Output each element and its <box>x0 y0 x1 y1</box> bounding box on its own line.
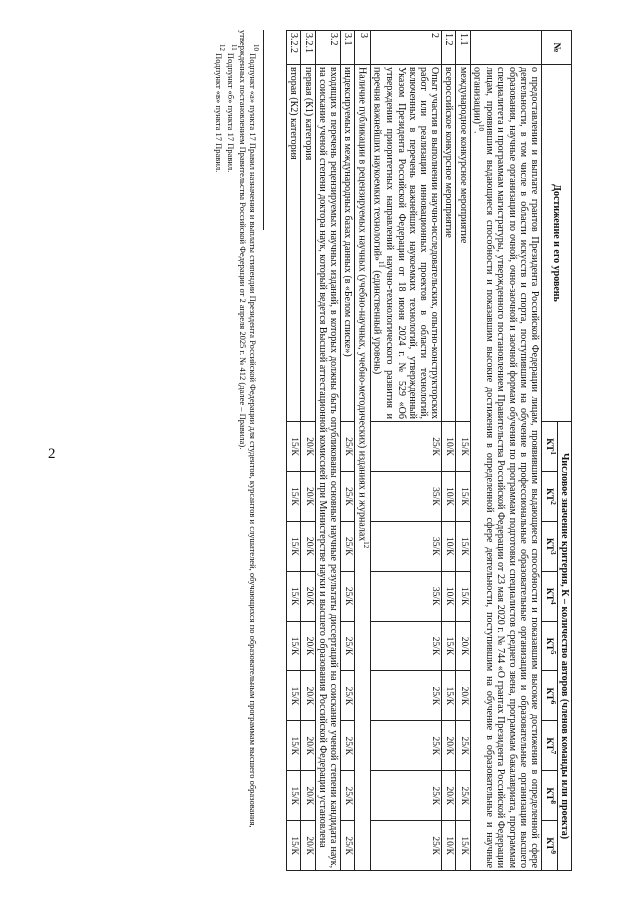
row-3-1-value-kt7: 25/К <box>341 721 355 771</box>
row-3-1-value-kt8: 25/К <box>341 771 355 821</box>
row-3-2-2-text-body: вторая (К2) категория <box>288 67 300 160</box>
row-1-2-value-kt7: 20/К <box>442 721 456 771</box>
row-3-1-value-kt2: 25/К <box>341 471 355 521</box>
footnote-12 <box>214 30 226 870</box>
kt-header-4 <box>542 571 558 621</box>
row-3-2-2-value-kt1: 15/К <box>287 422 301 472</box>
row-3-1-row <box>341 31 355 871</box>
kt-sup: 4 <box>548 600 557 605</box>
row-3-1-value-kt3: 25/К <box>341 521 355 571</box>
kt-sup: 5 <box>548 650 557 655</box>
intro-number-cell <box>470 31 541 65</box>
kt-header-2 <box>542 471 558 521</box>
rows-main <box>370 31 470 871</box>
footnote-11 <box>226 30 238 870</box>
row-1-1-text-body: международное конкурсное мероприятие <box>457 67 469 244</box>
intro-row <box>470 31 541 871</box>
row-3-2-2-number: 3.2.2 <box>287 31 301 65</box>
row-2-footnote-ref: 11 <box>377 261 386 268</box>
row-3-2-2-value-kt3: 15/К <box>287 521 301 571</box>
row-2-value-kt1: 25/К <box>370 422 441 472</box>
kt-sup: 6 <box>548 700 557 705</box>
row-3-2-1-text-body: первая (К1) категория <box>302 67 314 161</box>
kt-label: КТ <box>543 487 554 502</box>
row-2-value-kt9: 25/К <box>370 821 441 871</box>
section3-text-cell <box>355 65 371 871</box>
kt-label: КТ <box>543 737 554 751</box>
row-1-2-row <box>442 31 456 871</box>
row-1-2-value-kt4: 10/К <box>442 571 456 621</box>
row-3-2-2-value-kt2: 15/К <box>287 471 301 521</box>
row-1-2-value-kt6: 15/К <box>442 671 456 721</box>
row-3-1-value-kt4: 25/К <box>341 571 355 621</box>
kt-label: КТ <box>543 687 554 701</box>
kt-label: КТ <box>543 587 554 601</box>
row-1-1-value-kt9: 15/К <box>456 821 470 871</box>
row-3-2-text: входящих в перечень рецензируемых научных изданий, в которых должны быть опубликованы основные научные результаты диссертаций на соискание ученой степени кандидата наук, на соискание ученой степени доктора наук, который ведется Высшей аттестационной комиссией при Министерстве науки и высшего образования Российской Федерации установлена <box>315 65 340 871</box>
row-1-1-value-kt3: 15/К <box>456 521 470 571</box>
row-2-value-kt8: 25/К <box>370 771 441 821</box>
row-3-2-1-value-kt3: 20/К <box>301 521 315 571</box>
row-1-1-value-kt1: 15/К <box>456 422 470 472</box>
kt-sup: 3 <box>548 551 557 555</box>
row-3-2-1-value-kt2: 20/К <box>301 471 315 521</box>
footnote-divider <box>263 30 264 230</box>
header-value: Числовое значение критерия, К – количество авторов (членов команды или проекта) <box>557 422 571 871</box>
row-2-value-kt3: 35/К <box>370 521 441 571</box>
row-2-text-body: Опыт участия в выполнении научно-исследовательских, опытно-конструкторских работ или реализации инновационных проектов в области технологий, включенных в перечень важнейших наукоемких технологий, утвержденный Указом Президента Российской Федерации от 18 июня 2024 г. № 529 «Об утверждении приоритетных направлений научно-технологического развития и перечня важнейших наукоемких технологий» <box>371 67 441 419</box>
section3-number: 3 <box>355 31 371 65</box>
row-1-2-value-kt8: 20/К <box>442 771 456 821</box>
row-3-2-2-value-kt8: 15/К <box>287 771 301 821</box>
row-3-1 <box>341 31 355 871</box>
row-1-1-text <box>456 65 470 422</box>
header-achievement: Достижение и его уровень <box>542 65 572 422</box>
row-3-1-value-kt5: 25/К <box>341 621 355 671</box>
page-number: 2 <box>48 446 56 462</box>
table-header-row <box>557 31 571 871</box>
header-number: № <box>542 31 572 65</box>
row-2-value-kt6: 25/К <box>370 671 441 721</box>
kt-header-5 <box>542 621 558 671</box>
row-3-2-2-value-kt5: 15/К <box>287 621 301 671</box>
row-3-2-1-value-kt8: 20/К <box>301 771 315 821</box>
kt-sup: 2 <box>548 501 557 505</box>
row-2-value-kt2: 35/К <box>370 471 441 521</box>
rotated-page <box>24 30 572 870</box>
row-3-1-value-kt9: 25/К <box>341 821 355 871</box>
kt-header-3 <box>542 521 558 571</box>
kt-sup: 1 <box>548 451 557 455</box>
kt-sup: 8 <box>548 800 557 805</box>
kt-label: КТ <box>543 837 554 851</box>
row-1-2-text <box>442 65 456 422</box>
row-1-2-value-kt3: 10/К <box>442 521 456 571</box>
row-2-row <box>370 31 441 871</box>
intro-text: о предоставлении и выплате грантов Президента Российской Федерации лицам, проявившим выдающиеся способности и показавшим высокие достижения в определенной сфере деятельности, в том числе в области искусств и спорта, поступившим на обучение в профессиональные образовательные организации и образовательные организации высшего образования, научные организации по очной, очно-заочной и заочной формам обучения по программам подготовки специалистов среднего звена, программам бакалавриата, программам специалитета и программам магистратуры, утвержденного постановлением Правительства Российской Федерации от 23 мая 2020 г. № 744 «О грантах Президента Российской Федерации лицам, проявившим выдающиеся способности и показавшим высокие достижения в определенной сфере деятельности, поступившим на обучение в образовательные и научные организации) <box>471 67 541 869</box>
section3-footnote-ref: 12 <box>361 541 370 549</box>
row-3-2-1-value-kt5: 20/К <box>301 621 315 671</box>
row-1-1-value-kt8: 25/К <box>456 771 470 821</box>
row-1-2-value-kt9: 10/К <box>442 821 456 871</box>
footnote-text: Подпункт «б» пункта 17 Правил. <box>226 50 237 173</box>
row-3-1-value-kt1: 25/К <box>341 422 355 472</box>
row-1-1-row <box>456 31 470 871</box>
row-3-2-number: 3.2 <box>315 31 340 65</box>
row-3-1-number: 3.1 <box>341 31 355 65</box>
kt-header-7 <box>542 721 558 771</box>
kt-header-1 <box>542 422 558 472</box>
row-3-2-1-row <box>301 31 315 871</box>
row-3-2-1-value-kt6: 20/К <box>301 671 315 721</box>
section3-text: Наличие публикации в рецензируемых научных (учебно-научных, учебно-методических) изданиях и журналах <box>356 67 368 542</box>
row-3-2-2-value-kt9: 15/К <box>287 821 301 871</box>
subrows <box>287 31 315 871</box>
row-2-value-kt7: 25/К <box>370 721 441 771</box>
intro-tail: . <box>471 131 483 134</box>
row-3-2 <box>315 31 340 871</box>
footnote-10 <box>238 30 260 870</box>
row-3-2-2-value-kt6: 15/К <box>287 671 301 721</box>
footnotes <box>214 30 264 870</box>
row-3-2-1-value-kt4: 20/К <box>301 571 315 621</box>
row-1-1-value-kt5: 20/К <box>456 621 470 671</box>
row-3-2-1-value-kt7: 20/К <box>301 721 315 771</box>
footnote-marker: 11 <box>230 44 239 51</box>
row-3-1-value-kt6: 25/К <box>341 671 355 721</box>
row-3-2-1-value-kt1: 20/К <box>301 422 315 472</box>
row-2-text-tail: (единственный уровень) <box>371 267 383 375</box>
kt-header-9 <box>542 821 558 871</box>
row-1-1-number: 1.1 <box>456 31 470 65</box>
row-1-1-value-kt6: 20/К <box>456 671 470 721</box>
row-1-1-value-kt7: 25/К <box>456 721 470 771</box>
row-3-2-2-value-kt4: 15/К <box>287 571 301 621</box>
row-1-1-value-kt4: 15/К <box>456 571 470 621</box>
kt-sup: 7 <box>548 750 557 755</box>
row-1-2-value-kt2: 10/К <box>442 471 456 521</box>
footnote-text: Подпункт «в» пункта 17 Правил. <box>214 51 225 173</box>
row-1-2-value-kt5: 15/К <box>442 621 456 671</box>
intro-footnote-ref: 10 <box>477 124 486 132</box>
kt-label: КТ <box>543 787 554 801</box>
footnote-marker: 10 <box>252 44 261 51</box>
criteria-table <box>286 30 572 871</box>
kt-label: КТ <box>543 637 554 651</box>
kt-header-6 <box>542 671 558 721</box>
kt-header-8 <box>542 771 558 821</box>
footnote-list <box>214 30 260 870</box>
row-3-2-1-text <box>301 65 315 422</box>
row-3-2-1-value-kt9: 20/К <box>301 821 315 871</box>
intro-text-cell <box>470 65 541 871</box>
row-2-value-kt4: 35/К <box>370 571 441 621</box>
row-2-text <box>370 65 441 422</box>
row-3-2-2-text <box>287 65 301 422</box>
section3-row <box>355 31 371 871</box>
footnote-marker: 12 <box>218 44 227 51</box>
row-3-1-text <box>341 65 355 422</box>
row-1-2-text-body: всероссийское конкурсное мероприятие <box>443 67 455 238</box>
row-1-1-value-kt2: 15/К <box>456 471 470 521</box>
row-1-2-value-kt1: 10/К <box>442 422 456 472</box>
kt-label: КТ <box>543 438 554 452</box>
footnote-text: Подпункт «а» пункта 17 Правил назначения и выплаты стипендии Президента Российской Федерации для студентов, курсантов и слушателей, обучающихся по образовательным программам высшего образования, утвержденных постановлением Правительства Российской Федерации от 2 апреля 2025 г. № 412 (далее – Правила). <box>238 30 259 828</box>
row-3-1-text-body: индексируемых в международных базах данных (в «Белом списке») <box>342 67 354 357</box>
row-1-2-number: 1.2 <box>442 31 456 65</box>
row-3-2-2-value-kt7: 15/К <box>287 721 301 771</box>
row-2-value-kt5: 25/К <box>370 621 441 671</box>
row-2-number: 2 <box>370 31 441 65</box>
kt-sup: 9 <box>548 850 557 854</box>
row-3-2-2-row <box>287 31 301 871</box>
kt-label: КТ <box>543 537 554 552</box>
row-3-2-1-number: 3.2.1 <box>301 31 315 65</box>
